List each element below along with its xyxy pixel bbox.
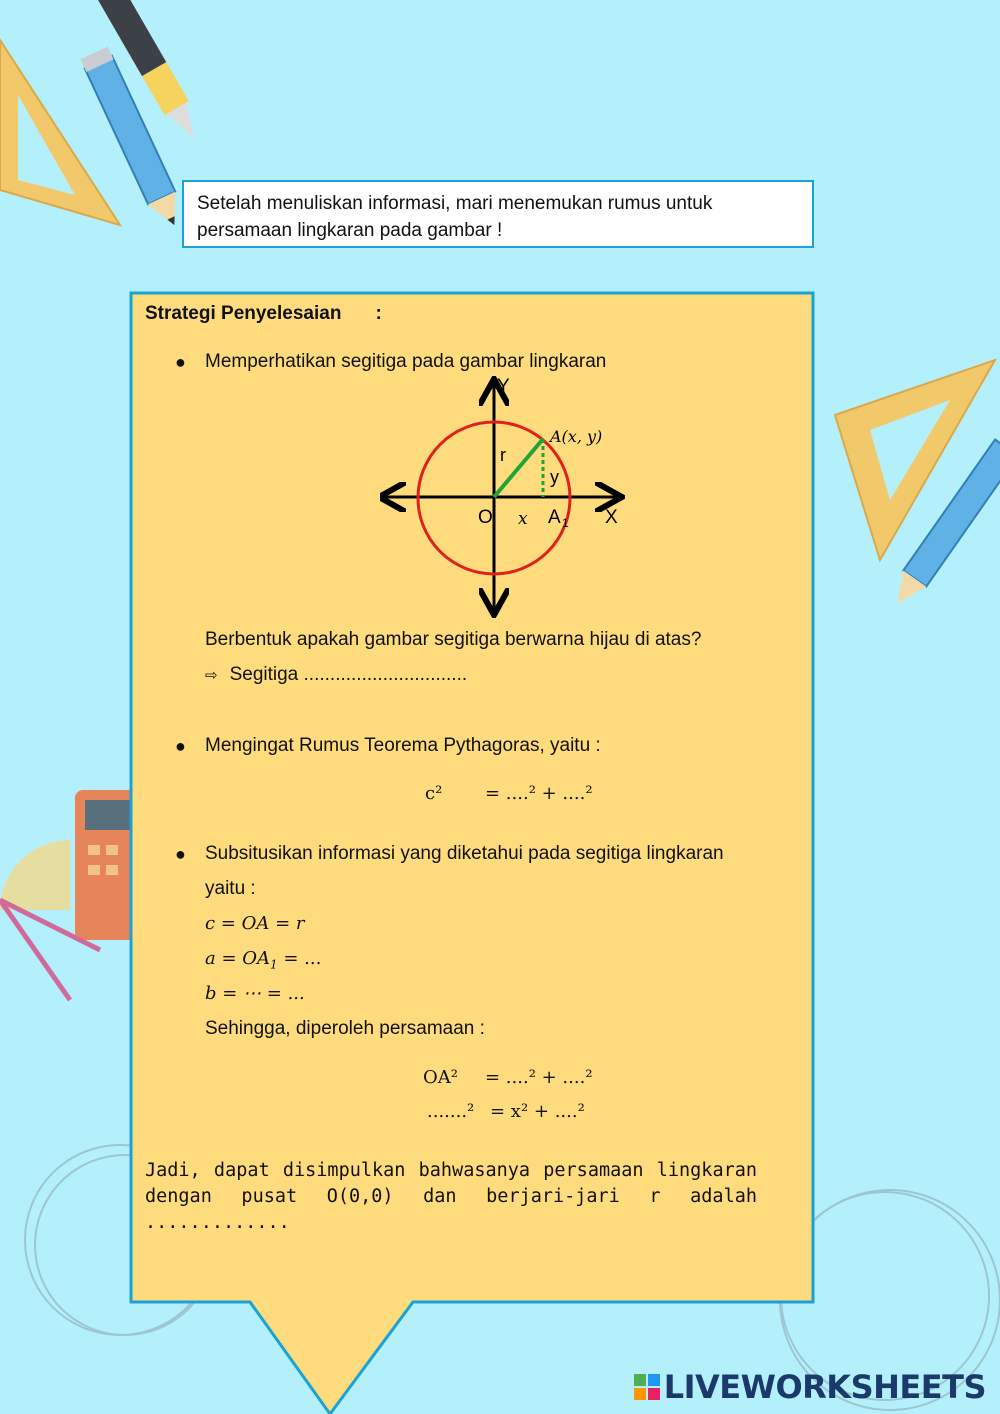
radius-label: r (500, 445, 506, 465)
eq1-rhs: = ....² + ....² (485, 1067, 593, 1088)
side-y-label: y (550, 467, 559, 487)
bullet-3-line-2: yaitu : (205, 878, 256, 899)
answer-text: Segitiga ............................... (229, 664, 468, 685)
pythagoras-lhs: c² (425, 783, 443, 804)
side-x-label: x (518, 509, 528, 529)
bullet-1-text: Memperhatikan segitiga pada gambar lingkaran (205, 351, 607, 372)
sub-c: c = OA = r (205, 913, 305, 934)
sub-b: b = ⋯ = ... (205, 983, 305, 1004)
answer-arrow-icon: ⇨ (205, 667, 218, 684)
bullet-2-text: Mengingat Rumus Teorema Pythagoras, yaitu : (205, 735, 601, 756)
intro-line-1: Setelah menuliskan informasi, mari menemukan rumus untuk (197, 193, 713, 214)
strategy-title: Strategi Penyelesaian (145, 303, 342, 324)
intro-line-2: persamaan lingkaran pada gambar ! (197, 220, 503, 241)
pythagoras-rhs: = ....² + ....² (485, 783, 593, 804)
strategy-heading (145, 303, 382, 325)
eq2-rhs: = x² + ....² (490, 1101, 585, 1122)
strategy-colon: : (375, 303, 382, 324)
x-axis-label: X (605, 507, 618, 528)
eq2-lhs: .......² (427, 1101, 475, 1122)
answer-line (205, 664, 467, 686)
circle-diagram (380, 375, 640, 620)
sub-a-post: = ... (277, 948, 322, 969)
bullet-dot: ● (175, 352, 186, 372)
bullet-dot: ● (175, 736, 186, 756)
sub-a-subscript: 1 (270, 957, 278, 972)
sehingga-text: Sehingga, diperoleh persamaan : (205, 1018, 485, 1039)
point-a-label: A(x, y) (550, 427, 603, 446)
sub-a-pre: a = OA (205, 948, 271, 969)
question-text: Berbentuk apakah gambar segitiga berwarna hijau di atas? (205, 629, 702, 650)
logo-text: LIVEWORKSHEETS (663, 1368, 986, 1406)
liveworksheets-logo (634, 1368, 986, 1406)
point-a1-label: A (548, 507, 561, 528)
logo-mark-icon (634, 1374, 660, 1400)
sub-a (205, 948, 321, 972)
point-a1-subscript: 1 (562, 516, 569, 530)
bullet-dot: ● (175, 844, 186, 864)
eq1-lhs: OA² (423, 1067, 458, 1088)
conclusion-text: Jadi, dapat disimpulkan bahwasanya persamaan lingkaran dengan pusat O(0,0) dan berjari-jari r adalah ............. (145, 1160, 757, 1233)
origin-label: O (478, 507, 493, 528)
bullet-3-line-1: Subsitusikan informasi yang diketahui pada segitiga lingkaran (205, 843, 724, 864)
y-axis-label: Y (497, 376, 510, 397)
